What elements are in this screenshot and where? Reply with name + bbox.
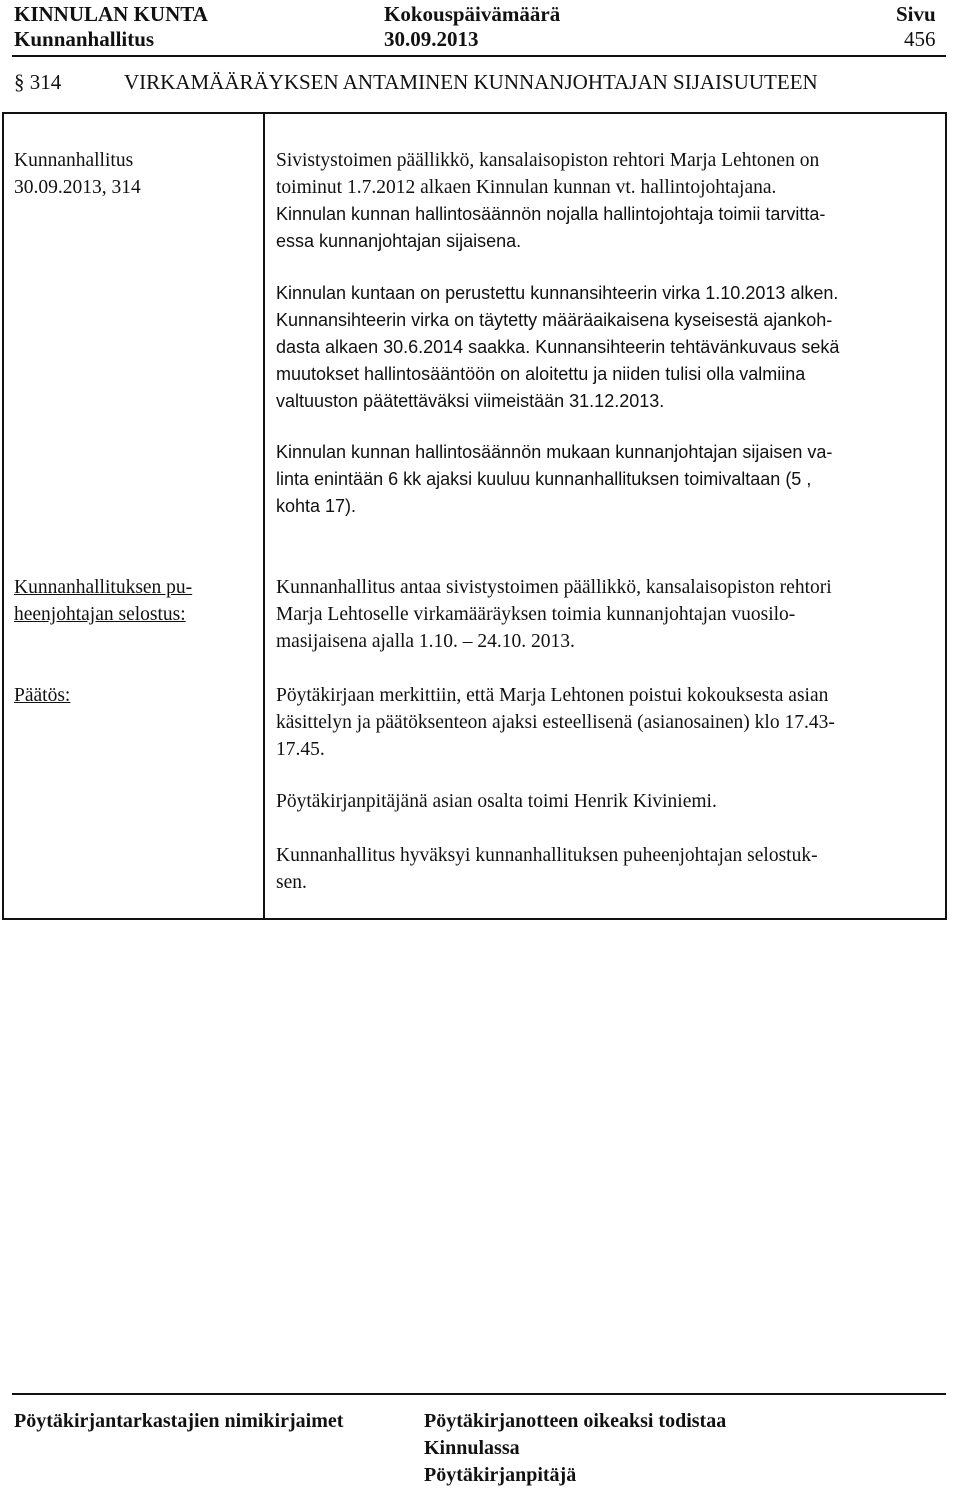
paragraph-1-line-1: Sivistystoimen päällikkö, kansalaisopiston rehtori Marja Lehtonen on [276, 150, 820, 171]
left-ref-body: Kunnanhallitus [14, 150, 134, 171]
decision-p1-line-1: Pöytäkirjaan merkittiin, että Marja Lehtonen poistui kokouksesta asian [276, 685, 829, 706]
left-ref-date [14, 174, 141, 201]
section-number-prefix [14, 70, 61, 94]
paragraph-3-line-3: kohta 17). [276, 496, 357, 516]
footer-right-line-3: Pöytäkirjanpitäjä [424, 1464, 577, 1486]
header-rule [12, 55, 946, 57]
paragraph-1-line-3: Kinnulan kunnan hallintosäännön nojalla hallintojohtaja toimii tarvitta- [276, 204, 826, 224]
decision-paragraph-2 [276, 788, 946, 815]
box-bottom [2, 918, 947, 920]
proposal-line-3: masijaisena ajalla 1.10. – 24.10. 2013. [276, 631, 575, 652]
paragraph-3-line-1: Kinnulan kunnan hallintosäännön mukaan kunnanjohtajan sijaisen va- [276, 442, 833, 462]
section-number: 314 [29, 70, 62, 94]
decision-p1-line-2: käsittelyn ja päätöksenteon ajaksi esteellisenä (asianosainen) klo 17.43- [276, 712, 835, 733]
box-divider [263, 112, 265, 920]
section-sign-icon: § [14, 70, 25, 94]
header-page-label: Sivu [896, 2, 936, 26]
paragraph-3 [276, 439, 946, 520]
paragraph-2-line-1: Kinnulan kuntaan on perustettu kunnansihteerin virka 1.10.2013 alken. [276, 283, 839, 303]
decision-label: Päätös: [14, 685, 71, 706]
footer-rule [12, 1393, 946, 1395]
footer-left: Pöytäkirjantarkastajien nimikirjaimet [14, 1410, 344, 1432]
proposal-label-line-2: heenjohtajan selostus: [14, 604, 186, 625]
paragraph-1 [276, 147, 946, 255]
paragraph-2-line-4: muutokset hallintosääntöön on aloitettu ja niiden tulisi olla valmiina [276, 364, 806, 384]
footer-right-line-2: Kinnulassa [424, 1437, 520, 1459]
proposal-label-line-1: Kunnanhallituksen pu- [14, 577, 193, 598]
box-left [2, 112, 4, 920]
paragraph-3-line-2: linta enintään 6 kk ajaksi kuuluu kunnanhallituksen toimivaltaan (5 , [276, 469, 812, 489]
proposal-text [276, 574, 946, 655]
paragraph-2 [276, 280, 946, 415]
header-org: KINNULAN KUNTA [14, 2, 208, 26]
paragraph-2-line-2: Kunnansihteerin virka on täytetty määräaikaisena kyseisestä ajankoh- [276, 310, 833, 330]
left-ref-date-text: 30.09.2013, 314 [14, 177, 141, 198]
box-top [2, 112, 947, 114]
header-date-label: Kokouspäivämäärä [384, 2, 561, 26]
decision-p2-line-1: Pöytäkirjanpitäjänä asian osalta toimi Henrik Kiviniemi. [276, 791, 717, 812]
decision-paragraph-3 [276, 842, 946, 896]
footer-right-line-1: Pöytäkirjanotteen oikeaksi todistaa [424, 1410, 727, 1432]
header-page-number: 456 [904, 27, 936, 51]
decision-paragraph-1 [276, 682, 946, 763]
proposal-line-2: Marja Lehtoselle virkamääräyksen toimia kunnanjohtajan vuosilo- [276, 604, 796, 625]
decision-p3-line-1: Kunnanhallitus hyväksyi kunnanhallituksen puheenjohtajan selostuk- [276, 845, 818, 866]
proposal-line-1: Kunnanhallitus antaa sivistystoimen päällikkö, kansalaisopiston rehtori [276, 577, 832, 598]
paragraph-2-line-3: dasta alkaen 30.6.2014 saakka. Kunnansihteerin tehtävänkuvaus sekä [276, 337, 840, 357]
paragraph-1-line-4: essa kunnanjohtajan sijaisena. [276, 231, 522, 251]
section-title: VIRKAMÄÄRÄYKSEN ANTAMINEN KUNNANJOHTAJAN SIJAISUUTEEN [124, 70, 818, 94]
decision-p3-line-2: sen. [276, 872, 307, 893]
paragraph-2-line-5: valtuuston päätettäväksi viimeistään 31.12.2013. [276, 391, 665, 411]
decision-p1-line-3: 17.45. [276, 739, 325, 760]
header-date: 30.09.2013 [384, 27, 479, 51]
header-body: Kunnanhallitus [14, 27, 155, 51]
paragraph-1-line-2: toiminut 1.7.2012 alkaen Kinnulan kunnan vt. hallintojohtajana. [276, 177, 777, 198]
